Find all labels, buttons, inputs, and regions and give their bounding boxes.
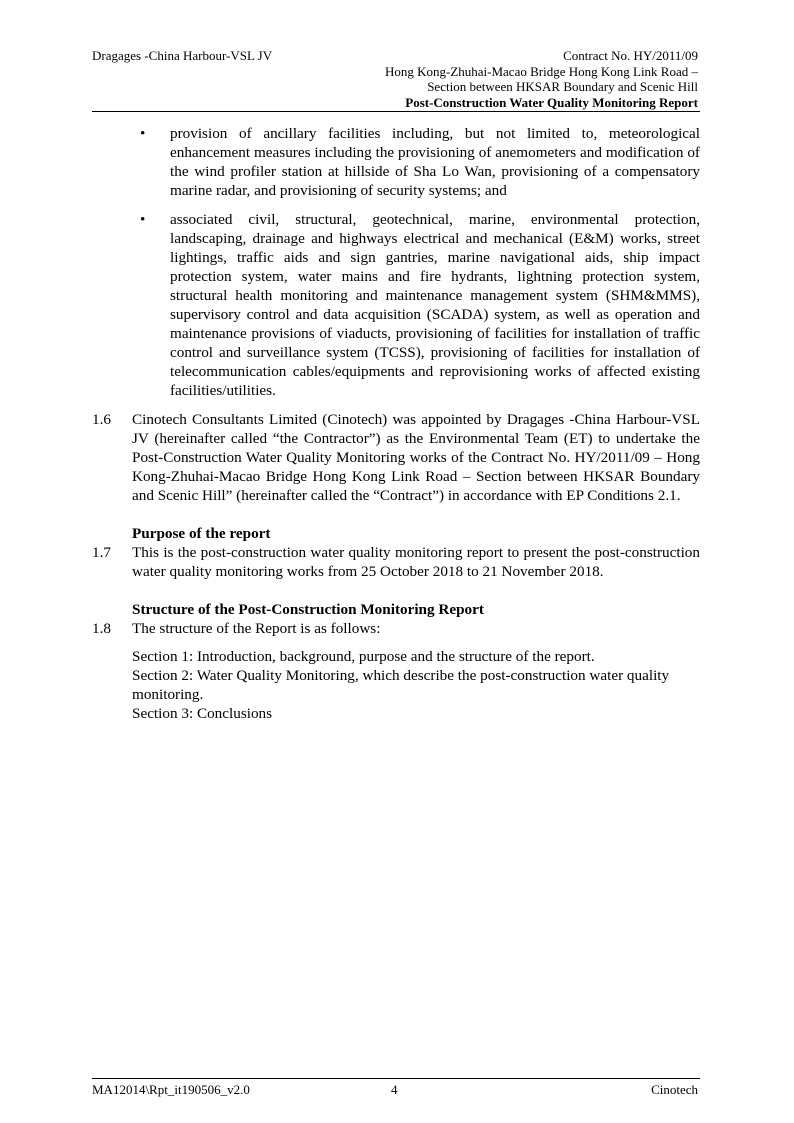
bullet-text: associated civil, structural, geotechnical, marine, environmental protection, landscaping, drainage and highways electrical and mechanical (E&M) works, street lightings, traffic aids and sign gantries, marine navigational aids, ship impact protection system, water mains and fire hydrants, lightning protection system, structural health monitoring and maintenance management system (SHM&MMS), supervisory control and data acquisition (SCADA) system, as well as operation and maintenance provisions of viaducts, provisioning of facilities for installation of traffic control and surveillance system (TCSS), provisioning of facilities for installation of telecommunication cables/equipments and reprovisioning works of affected existing facilities/utilities.: [170, 211, 700, 399]
paragraph-text: Cinotech Consultants Limited (Cinotech) was appointed by Dragages -China Harbour-VSL JV (hereinafter called “the Contractor”) as the Environmental Team (ET) to undertake the Post-Construction Water Quality Monitoring works of the Contract No. HY/2011/09 – Hong Kong-Zhuhai-Macao Bridge Hong Kong Link Road – Section between HKSAR Boundary and Scenic Hill” (hereinafter called the “Contract”) in accordance with EP Conditions 2.1.: [132, 411, 700, 504]
paragraph-number: 1.7: [92, 544, 111, 561]
footer-document-ref: MA12014\Rpt_it190506_v2.0: [92, 1082, 250, 1097]
heading-purpose: Purpose of the report: [132, 525, 271, 542]
section-item: Section 3: Conclusions: [132, 705, 273, 722]
header-project-name: Hong Kong-Zhuhai-Macao Bridge Hong Kong Link Road –: [384, 63, 698, 79]
list-item: [132, 210, 700, 400]
section-item: Section 1: Introduction, background, purpose and the structure of the report.: [132, 648, 595, 665]
list-item: [132, 124, 700, 200]
paragraph-1-8: [92, 619, 700, 638]
paragraph-1-7: [92, 543, 700, 581]
section-list: [92, 647, 700, 723]
bullet-icon: •: [140, 211, 146, 228]
scope-bullet-list: [132, 124, 700, 400]
header-section-name: Section between HKSAR Boundary and Scenic Hill: [427, 79, 698, 94]
paragraph-text: The structure of the Report is as follows:: [132, 620, 381, 637]
document-body: [92, 124, 700, 723]
section-item: Section 2: Water Quality Monitoring, which describe the post-construction water quality monitoring.: [132, 667, 670, 703]
bullet-text: provision of ancillary facilities including, but not limited to, meteorological enhancement measures including the provisioning of anemometers and modification of the wind profiler station at hillside of Sha Lo Wan, provisioning of a compensatory marine radar, and provisioning of security systems; and: [170, 125, 700, 199]
paragraph-1-6: [92, 410, 700, 505]
footer-rule: [92, 1078, 700, 1079]
header-contract-no: Contract No. HY/2011/09: [563, 48, 698, 63]
bullet-icon: •: [140, 125, 146, 142]
heading-structure: Structure of the Post-Construction Monitoring Report: [132, 601, 484, 618]
header-contractor: Dragages -China Harbour-VSL JV: [92, 48, 273, 63]
header-report-title: Post-Construction Water Quality Monitoring Report: [405, 94, 698, 110]
paragraph-number: 1.8: [92, 620, 111, 637]
footer-page-number: 4: [391, 1082, 398, 1097]
header-contract-info: [278, 48, 698, 110]
paragraph-number: 1.6: [92, 411, 111, 428]
paragraph-text: This is the post-construction water quality monitoring report to present the post-construction water quality monitoring works from 25 October 2018 to 21 November 2018.: [132, 544, 700, 580]
footer-company: Cinotech: [651, 1082, 698, 1097]
header-rule: [92, 111, 700, 112]
